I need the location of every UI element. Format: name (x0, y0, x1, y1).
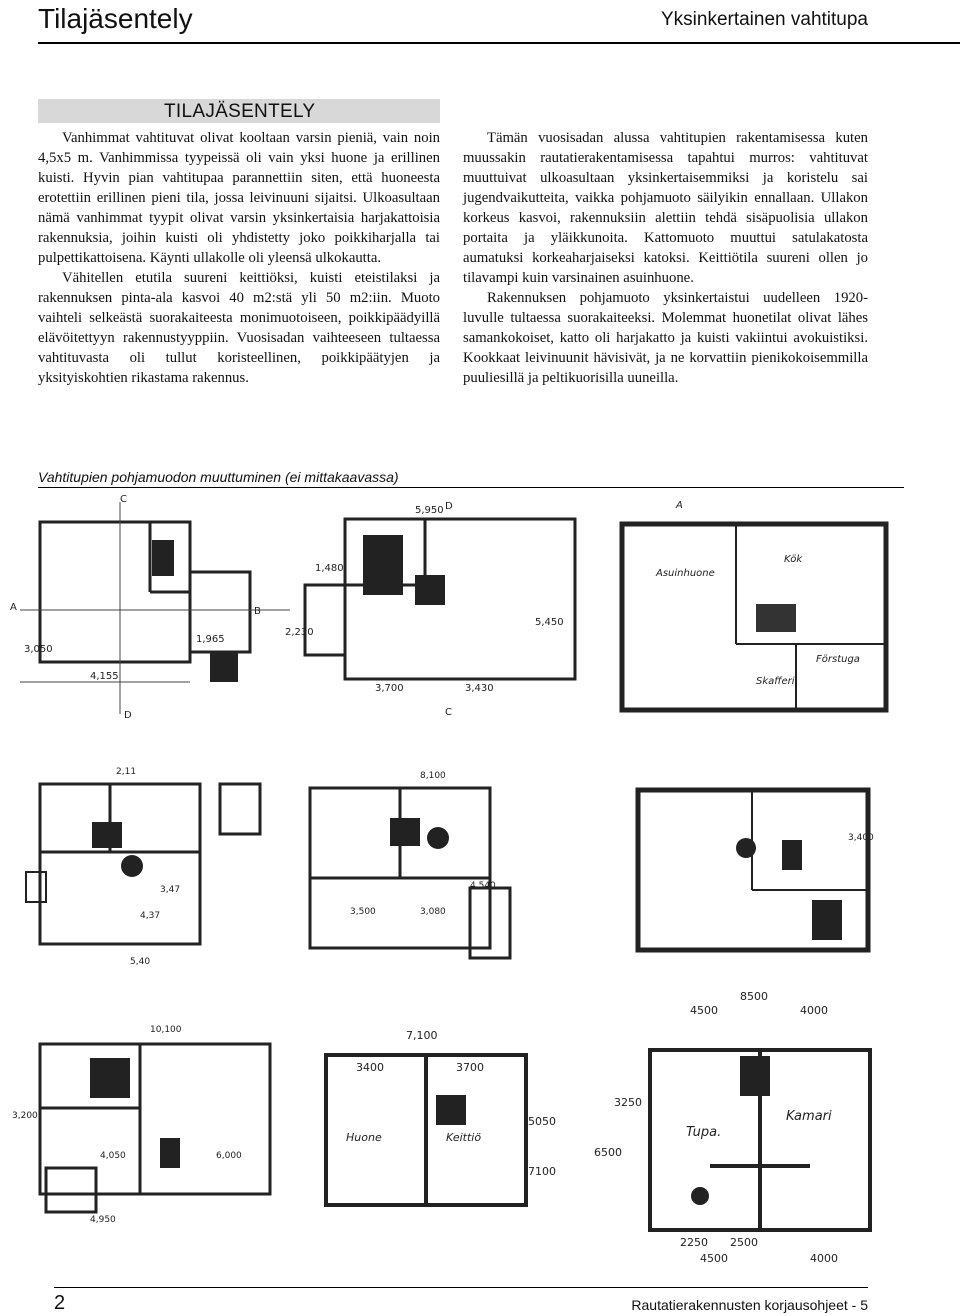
footer-rule (54, 1287, 868, 1288)
plan-label: 7100 (528, 1165, 556, 1178)
plan-label: A (10, 602, 17, 613)
plan-label: 3,700 (375, 683, 404, 694)
page-header-title: Tilajäsentely (38, 3, 193, 34)
plan-label: 6500 (594, 1146, 622, 1159)
plan-label: 3,400 (848, 833, 874, 843)
plan-label: C (120, 494, 127, 505)
plan-label: 5,40 (130, 957, 151, 967)
header-rule (38, 42, 960, 44)
plan-label: 4,155 (90, 671, 119, 682)
plan-label: Kök (784, 554, 803, 565)
plan-label: B (254, 606, 261, 617)
section-heading: TILAJÄSENTELY (164, 101, 316, 122)
floor-plan-2 (285, 495, 595, 720)
floor-plan-7 (10, 1018, 275, 1228)
plan-label: 4000 (800, 1004, 828, 1017)
plan-label: 4,37 (140, 911, 161, 921)
floor-plan-3 (606, 494, 906, 724)
floor-plan-6 (622, 770, 892, 982)
plan-label: 3250 (614, 1096, 642, 1109)
plan-label: 3,050 (24, 644, 53, 655)
plan-label: 3700 (456, 1061, 484, 1074)
floor-plan-9 (590, 986, 900, 1266)
plan-label: 6,000 (216, 1151, 242, 1161)
plan-label: Keittiö (446, 1131, 482, 1144)
plan-label: 3,080 (420, 907, 446, 917)
plan-label: 4,950 (90, 1215, 116, 1225)
plan-label: 3400 (356, 1061, 384, 1074)
plan-label: Kamari (786, 1109, 832, 1124)
plan-label: 5,450 (535, 617, 564, 628)
plan-label: 4,540 (470, 881, 496, 891)
right-text-column (463, 128, 868, 388)
left-text-column (38, 128, 440, 388)
plan-label: 2500 (730, 1236, 758, 1249)
plan-label: Huone (346, 1131, 382, 1144)
paragraph: Tämän vuosisadan alussa vahtitupien rakentamisessa kuten muussakin rautatierakentamisessa tapahtui murros: vahtituvat muuttuivat ulkoasultaan yksinkertaisemmiksi ja koristelu sai jugendvaikutteita, vaikka pohjamuoto säilyikin ennallaan. Ullakon korkeus kasvoi, rakennuksiin alettiin tehdä sisäpuolisia ullakon portaita ja yläikkunoita. Kattomuoto muuttui satulakatosta aumatuksi korkeaharjaiseksi katoksi. Keittiötila suureni ollen jo tilavampi kuin varsinainen asuinhuone. (463, 130, 868, 286)
plan-label: A (676, 500, 683, 511)
plan-label: 3,430 (465, 683, 494, 694)
publication-title: Rautatierakennusten korjausohjeet - 5 (631, 1297, 868, 1313)
plan-label: 3,500 (350, 907, 376, 917)
plan-label: 2,11 (116, 767, 137, 777)
floor-plan-5 (270, 768, 520, 980)
plan-label: 1,480 (315, 563, 344, 574)
plan-label: 5050 (528, 1115, 556, 1128)
figure-caption: Vahtitupien pohjamuodon muuttuminen (ei mittakaavassa) (38, 469, 399, 485)
plan-label: 2,230 (285, 627, 314, 638)
plan-label: 4500 (690, 1004, 718, 1017)
plan-label: 5,950 (415, 505, 444, 516)
plan-label: 3,200 (12, 1111, 38, 1121)
plan-label: Asuinhuone (656, 568, 715, 579)
plan-label: D (445, 501, 453, 512)
floor-plan-4 (20, 762, 265, 982)
plan-label: D (124, 710, 132, 721)
plan-label: Skafferi (756, 676, 795, 687)
caption-rule (38, 487, 904, 488)
plan-label: 4500 (700, 1252, 728, 1265)
plan-label: C (445, 707, 452, 718)
paragraph: Vanhimmat vahtituvat olivat kooltaan varsin pieniä, vain noin 4,5x5 m. Vanhimmissa tyypeissä oli vain yksi huone ja erillinen kuisti. Hyvin pian vahtitupaa parannettiin siten, että huoneesta erotettiin erillinen pieni tila, jossa leivinuuni sijaitsi. Ulkoasultaan nämä vanhimmat tyypit olivat varsin yksinkertaisia harjakattoisia rakennuksia, joihin kuisti oli yhdistetty joko poikkiharjalla tai pulpettikattoisena. Käynti ullakolle oli yleensä ulkokautta. (38, 130, 440, 266)
plan-label: 4000 (810, 1252, 838, 1265)
plan-label: 1,965 (196, 634, 225, 645)
plan-label: 7,100 (406, 1029, 438, 1042)
plan-label: Förstuga (816, 654, 860, 665)
plan-label: 4,050 (100, 1151, 126, 1161)
plan-label: 3,47 (160, 885, 181, 895)
paragraph: Vähitellen etutila suureni keittiöksi, kuisti eteistilaksi ja rakennuksen pinta-ala kasvoi 40 m2:stä yli 50 m2:iin. Muoto vaihteli selkeästä suorakaiteesta monimuotoiseen, poikkipäädyillä elävöitettyyn rakennustyyppiin. Vuosisadan vaihteeseen tultaessa vahtituvasta oli tullut koristeellinen, poikkipäätyjen ja yksityiskohtien rikastama rakennus. (38, 270, 440, 386)
floor-plan-8 (296, 1015, 564, 1225)
plan-label: 10,100 (150, 1025, 182, 1035)
paragraph: Rakennuksen pohjamuoto yksinkertaistui uudelleen 1920-luvulle tultaessa suorakaiteeksi. Molemmat huonetilat olivat lähes samankokoiset, katto oli harjakatto ja kuisti vakiintui avokuistiksi. Kookkaat leivinuunit hävisivät, ja ne korvattiin pienikokoisemmilla puuliesillä ja peltikuorisilla uuneilla. (463, 290, 868, 386)
plan-label: 2250 (680, 1236, 708, 1249)
plan-label: 8,100 (420, 771, 446, 781)
page-header-subtitle: Yksinkertainen vahtitupa (660, 9, 868, 30)
floor-plan-1 (10, 492, 300, 724)
plan-label: Tupa. (686, 1125, 722, 1140)
plan-label: 8500 (740, 990, 768, 1003)
page-number: 2 (54, 1292, 66, 1314)
